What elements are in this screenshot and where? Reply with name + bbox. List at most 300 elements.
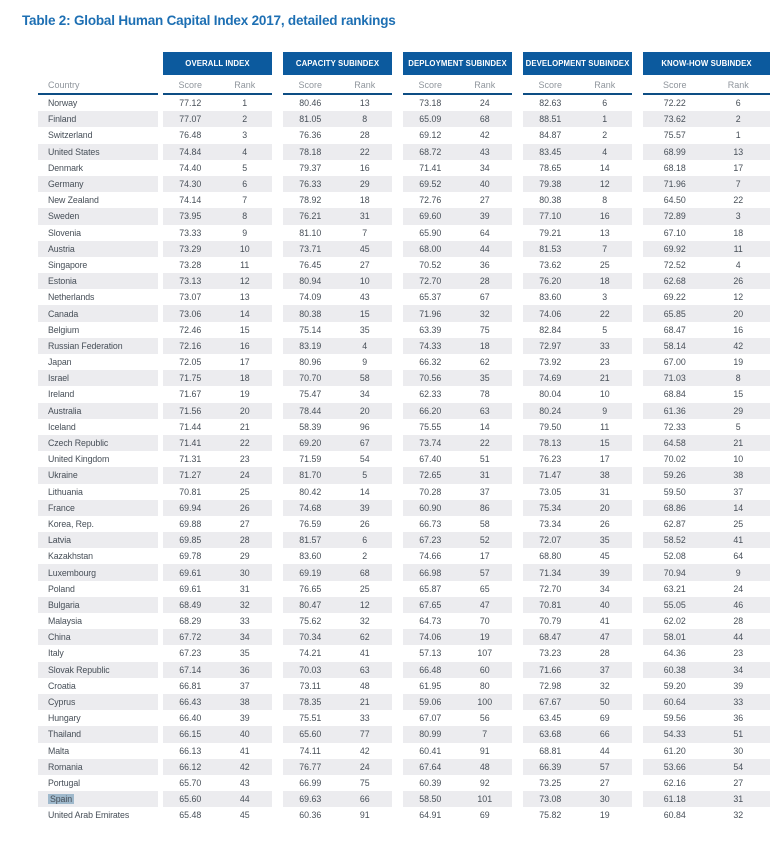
score-rank-cell bbox=[283, 645, 392, 661]
rank-value: 31 bbox=[359, 211, 370, 222]
score-value: 69.88 bbox=[179, 518, 202, 529]
score-rank-cell bbox=[163, 775, 272, 791]
score-rank-cell bbox=[523, 289, 632, 305]
score-rank-cell bbox=[163, 144, 272, 160]
score-value: 69.78 bbox=[179, 551, 202, 562]
country-label: Russian Federation bbox=[48, 340, 123, 351]
score-value: 70.81 bbox=[179, 486, 202, 497]
score-rank-cell bbox=[283, 338, 392, 354]
score-rank-cell bbox=[403, 192, 512, 208]
rank-value: 43 bbox=[479, 146, 490, 157]
rank-value: 52 bbox=[479, 535, 490, 546]
score-rank-cell bbox=[523, 597, 632, 613]
rank-value: 41 bbox=[733, 535, 744, 546]
table-row bbox=[38, 160, 770, 176]
country-cell bbox=[38, 338, 158, 354]
rank-value: 14 bbox=[479, 421, 490, 432]
score-rank-cell bbox=[163, 662, 272, 678]
score-rank-cell bbox=[163, 597, 272, 613]
score-value: 88.51 bbox=[539, 114, 562, 125]
rank-value: 39 bbox=[239, 713, 250, 724]
score-rank-cell bbox=[403, 241, 512, 257]
rank-value: 44 bbox=[599, 745, 610, 756]
score-rank-cell bbox=[283, 370, 392, 386]
score-value: 82.63 bbox=[539, 98, 562, 109]
score-rank-cell bbox=[283, 322, 392, 338]
rank-value: 13 bbox=[599, 227, 610, 238]
rank-value: 22 bbox=[733, 195, 744, 206]
score-value: 53.66 bbox=[663, 761, 686, 772]
score-column-header: Score bbox=[418, 79, 442, 90]
score-rank-cell bbox=[163, 241, 272, 257]
rank-value: 23 bbox=[599, 357, 610, 368]
score-rank-cell bbox=[643, 484, 770, 500]
rank-value: 6 bbox=[362, 535, 368, 546]
rank-value: 14 bbox=[359, 486, 370, 497]
rank-value: 30 bbox=[239, 567, 250, 578]
table-row bbox=[38, 791, 770, 807]
rank-value: 6 bbox=[242, 179, 248, 190]
rank-value: 31 bbox=[239, 583, 250, 594]
score-value: 62.33 bbox=[419, 389, 442, 400]
rank-value: 9 bbox=[602, 405, 608, 416]
score-rank-cell bbox=[163, 532, 272, 548]
score-value: 73.34 bbox=[539, 518, 562, 529]
rank-value: 24 bbox=[359, 761, 370, 772]
score-value: 73.62 bbox=[663, 114, 686, 125]
rank-value: 35 bbox=[359, 324, 370, 335]
score-value: 73.71 bbox=[299, 243, 322, 254]
score-rank-cell bbox=[523, 678, 632, 694]
rank-value: 18 bbox=[479, 340, 490, 351]
country-cell bbox=[38, 451, 158, 467]
score-value: 76.33 bbox=[299, 179, 322, 190]
score-rank-cell bbox=[523, 807, 632, 823]
score-rank-cell bbox=[163, 435, 272, 451]
rank-value: 44 bbox=[239, 794, 250, 805]
score-rank-cell bbox=[283, 629, 392, 645]
score-value: 69.61 bbox=[179, 567, 202, 578]
rank-value: 16 bbox=[599, 211, 610, 222]
score-value: 58.50 bbox=[419, 794, 442, 805]
score-value: 71.67 bbox=[179, 389, 202, 400]
table-row bbox=[38, 807, 770, 823]
score-rank-cell bbox=[643, 386, 770, 402]
table-row bbox=[38, 467, 770, 483]
rank-value: 6 bbox=[602, 98, 608, 109]
score-rank-cell bbox=[403, 629, 512, 645]
score-value: 73.62 bbox=[539, 259, 562, 270]
score-value: 74.84 bbox=[179, 146, 202, 157]
score-value: 67.67 bbox=[539, 697, 562, 708]
score-value: 77.12 bbox=[179, 98, 202, 109]
score-value: 69.60 bbox=[419, 211, 442, 222]
table-row bbox=[38, 532, 770, 548]
rank-value: 10 bbox=[359, 276, 370, 287]
score-value: 66.39 bbox=[539, 761, 562, 772]
score-rank-cell bbox=[523, 241, 632, 257]
score-rank-cell bbox=[283, 354, 392, 370]
score-rank-cell bbox=[403, 500, 512, 516]
rank-value: 42 bbox=[733, 340, 744, 351]
table-row bbox=[38, 435, 770, 451]
score-value: 78.35 bbox=[299, 697, 322, 708]
score-value: 71.56 bbox=[179, 405, 202, 416]
score-rank-cell bbox=[403, 775, 512, 791]
country-cell bbox=[38, 273, 158, 289]
score-value: 66.40 bbox=[179, 713, 202, 724]
country-cell bbox=[38, 662, 158, 678]
table-row bbox=[38, 370, 770, 386]
table-row bbox=[38, 775, 770, 791]
score-rank-cell bbox=[643, 581, 770, 597]
country-cell bbox=[38, 192, 158, 208]
score-rank-cell bbox=[283, 532, 392, 548]
score-value: 69.12 bbox=[419, 130, 442, 141]
score-rank-cell bbox=[523, 322, 632, 338]
table-row bbox=[38, 759, 770, 775]
rank-value: 25 bbox=[239, 486, 250, 497]
country-cell bbox=[38, 208, 158, 224]
score-rank-cell bbox=[643, 208, 770, 224]
score-value: 68.47 bbox=[539, 632, 562, 643]
score-value: 73.29 bbox=[179, 243, 202, 254]
score-value: 70.81 bbox=[539, 599, 562, 610]
score-rank-cell bbox=[523, 144, 632, 160]
score-rank-cell bbox=[643, 613, 770, 629]
rank-value: 3 bbox=[242, 130, 248, 141]
score-value: 80.47 bbox=[299, 599, 322, 610]
score-rank-header-cell bbox=[403, 76, 512, 95]
score-value: 60.38 bbox=[663, 664, 686, 675]
score-value: 65.48 bbox=[179, 810, 202, 821]
rank-value: 46 bbox=[733, 599, 744, 610]
country-cell bbox=[38, 516, 158, 532]
rank-value: 22 bbox=[359, 146, 370, 157]
score-value: 68.00 bbox=[419, 243, 442, 254]
score-value: 69.92 bbox=[663, 243, 686, 254]
rank-value: 28 bbox=[733, 616, 744, 627]
score-rank-cell bbox=[163, 484, 272, 500]
rank-value: 63 bbox=[359, 664, 370, 675]
score-rank-cell bbox=[643, 807, 770, 823]
rank-value: 12 bbox=[239, 276, 250, 287]
rank-value: 26 bbox=[599, 518, 610, 529]
rank-value: 10 bbox=[599, 389, 610, 400]
score-column-header: Score bbox=[178, 79, 202, 90]
score-value: 54.33 bbox=[663, 729, 686, 740]
rank-value: 2 bbox=[735, 114, 741, 125]
country-label: Slovak Republic bbox=[48, 664, 110, 675]
score-rank-cell bbox=[163, 500, 272, 516]
score-value: 66.81 bbox=[179, 680, 202, 691]
score-rank-cell bbox=[163, 322, 272, 338]
rank-value: 5 bbox=[735, 421, 741, 432]
rank-value: 14 bbox=[733, 502, 744, 513]
rank-value: 28 bbox=[239, 535, 250, 546]
rank-value: 33 bbox=[599, 340, 610, 351]
country-label: Malaysia bbox=[48, 616, 82, 627]
score-rank-cell bbox=[643, 225, 770, 241]
rank-value: 44 bbox=[479, 243, 490, 254]
score-rank-cell bbox=[643, 95, 770, 111]
rank-value: 57 bbox=[599, 761, 610, 772]
score-value: 76.48 bbox=[179, 130, 202, 141]
score-value: 61.36 bbox=[663, 405, 686, 416]
country-cell bbox=[38, 532, 158, 548]
score-value: 64.36 bbox=[663, 648, 686, 659]
score-rank-cell bbox=[523, 273, 632, 289]
score-rank-cell bbox=[403, 694, 512, 710]
rank-value: 27 bbox=[479, 195, 490, 206]
country-cell bbox=[38, 613, 158, 629]
rank-value: 1 bbox=[602, 114, 608, 125]
score-rank-cell bbox=[643, 532, 770, 548]
score-value: 73.74 bbox=[419, 438, 442, 449]
score-value: 65.90 bbox=[419, 227, 442, 238]
table-row bbox=[38, 241, 770, 257]
column-group-header: DEPLOYMENT SUBINDEX bbox=[403, 52, 512, 75]
country-label: Ukraine bbox=[48, 470, 78, 481]
rank-value: 5 bbox=[602, 324, 608, 335]
score-rank-cell bbox=[523, 370, 632, 386]
rank-value: 39 bbox=[733, 680, 744, 691]
score-rank-cell bbox=[283, 775, 392, 791]
score-value: 68.81 bbox=[539, 745, 562, 756]
rank-value: 13 bbox=[239, 292, 250, 303]
country-cell bbox=[38, 435, 158, 451]
rank-value: 39 bbox=[359, 502, 370, 513]
country-label: Czech Republic bbox=[48, 438, 109, 449]
rank-value: 17 bbox=[239, 357, 250, 368]
rank-value: 57 bbox=[479, 567, 490, 578]
score-rank-cell bbox=[283, 111, 392, 127]
score-rank-cell bbox=[643, 289, 770, 305]
rank-value: 62 bbox=[479, 357, 490, 368]
score-rank-cell bbox=[163, 192, 272, 208]
rank-value: 42 bbox=[479, 130, 490, 141]
score-value: 71.96 bbox=[663, 179, 686, 190]
score-value: 69.63 bbox=[299, 794, 322, 805]
table-row bbox=[38, 208, 770, 224]
score-rank-cell bbox=[163, 743, 272, 759]
rank-value: 107 bbox=[477, 648, 493, 659]
score-rank-cell bbox=[403, 743, 512, 759]
score-value: 66.98 bbox=[419, 567, 442, 578]
score-rank-cell bbox=[163, 95, 272, 111]
column-group-header: OVERALL INDEX bbox=[163, 52, 272, 75]
score-value: 61.18 bbox=[663, 794, 686, 805]
score-value: 61.20 bbox=[663, 745, 686, 756]
country-label: Luxembourg bbox=[48, 567, 96, 578]
score-value: 64.58 bbox=[663, 438, 686, 449]
score-rank-cell bbox=[283, 305, 392, 321]
rank-value: 14 bbox=[599, 162, 610, 173]
score-value: 82.84 bbox=[539, 324, 562, 335]
score-rank-cell bbox=[283, 127, 392, 143]
score-rank-cell bbox=[283, 225, 392, 241]
rank-column-header: Rank bbox=[727, 79, 749, 90]
country-label: China bbox=[48, 632, 71, 643]
score-rank-cell bbox=[643, 176, 770, 192]
score-value: 75.55 bbox=[419, 421, 442, 432]
rank-value: 24 bbox=[733, 583, 744, 594]
score-rank-cell bbox=[643, 111, 770, 127]
score-value: 67.23 bbox=[179, 648, 202, 659]
rank-value: 51 bbox=[479, 454, 490, 465]
score-column-header: Score bbox=[298, 79, 322, 90]
score-rank-cell bbox=[283, 613, 392, 629]
rank-value: 32 bbox=[599, 680, 610, 691]
score-rank-cell bbox=[523, 743, 632, 759]
rank-value: 15 bbox=[239, 324, 250, 335]
country-cell bbox=[38, 807, 158, 823]
country-label: Finland bbox=[48, 114, 77, 125]
rank-value: 27 bbox=[239, 518, 250, 529]
table-row bbox=[38, 662, 770, 678]
score-rank-cell bbox=[403, 484, 512, 500]
score-value: 75.14 bbox=[299, 324, 322, 335]
score-rank-cell bbox=[283, 176, 392, 192]
score-value: 62.16 bbox=[663, 777, 686, 788]
score-value: 71.75 bbox=[179, 373, 202, 384]
table-row bbox=[38, 694, 770, 710]
group-header-row bbox=[38, 52, 770, 75]
score-rank-cell bbox=[163, 176, 272, 192]
highlighted-country-label: Spain bbox=[50, 794, 72, 805]
rank-value: 45 bbox=[359, 243, 370, 254]
score-rank-cell bbox=[523, 127, 632, 143]
country-cell bbox=[38, 176, 158, 192]
score-value: 67.14 bbox=[179, 664, 202, 675]
table-row bbox=[38, 451, 770, 467]
group-header-spacer bbox=[38, 52, 163, 75]
rank-value: 3 bbox=[735, 211, 741, 222]
table-row bbox=[38, 548, 770, 564]
score-rank-cell bbox=[163, 467, 272, 483]
country-label: Korea, Rep. bbox=[48, 518, 94, 529]
score-rank-cell bbox=[163, 305, 272, 321]
score-rank-cell bbox=[403, 176, 512, 192]
country-label: Hungary bbox=[48, 713, 81, 724]
rank-value: 20 bbox=[599, 502, 610, 513]
score-rank-cell bbox=[163, 257, 272, 273]
rank-value: 8 bbox=[602, 195, 608, 206]
score-value: 66.20 bbox=[419, 405, 442, 416]
score-rank-cell bbox=[283, 791, 392, 807]
score-value: 76.65 bbox=[299, 583, 322, 594]
score-value: 55.05 bbox=[663, 599, 686, 610]
score-rank-cell bbox=[523, 225, 632, 241]
score-value: 73.28 bbox=[179, 259, 202, 270]
rank-value: 62 bbox=[359, 632, 370, 643]
score-rank-cell bbox=[163, 613, 272, 629]
score-rank-cell bbox=[643, 144, 770, 160]
rank-value: 41 bbox=[239, 745, 250, 756]
score-value: 59.06 bbox=[419, 697, 442, 708]
score-rank-cell bbox=[523, 532, 632, 548]
score-rank-cell bbox=[403, 645, 512, 661]
score-rank-cell bbox=[523, 95, 632, 111]
score-value: 81.05 bbox=[299, 114, 322, 125]
rank-value: 19 bbox=[733, 357, 744, 368]
score-rank-cell bbox=[163, 694, 272, 710]
score-rank-cell bbox=[643, 451, 770, 467]
rank-value: 7 bbox=[362, 227, 368, 238]
score-value: 70.52 bbox=[419, 259, 442, 270]
table-row bbox=[38, 597, 770, 613]
rank-value: 22 bbox=[239, 438, 250, 449]
score-value: 74.06 bbox=[539, 308, 562, 319]
score-value: 71.03 bbox=[663, 373, 686, 384]
rank-value: 24 bbox=[239, 470, 250, 481]
score-rank-cell bbox=[163, 726, 272, 742]
table-row bbox=[38, 678, 770, 694]
rank-value: 100 bbox=[477, 697, 493, 708]
score-rank-cell bbox=[283, 759, 392, 775]
score-value: 83.60 bbox=[539, 292, 562, 303]
score-rank-cell bbox=[643, 645, 770, 661]
score-value: 78.92 bbox=[299, 195, 322, 206]
score-rank-cell bbox=[523, 759, 632, 775]
country-cell bbox=[38, 726, 158, 742]
score-rank-cell bbox=[643, 710, 770, 726]
column-header-row bbox=[38, 76, 770, 95]
score-value: 60.64 bbox=[663, 697, 686, 708]
rank-value: 37 bbox=[239, 680, 250, 691]
rank-value: 91 bbox=[359, 810, 370, 821]
score-column-header: Score bbox=[538, 79, 562, 90]
country-label: New Zealand bbox=[48, 195, 99, 206]
score-rank-cell bbox=[643, 403, 770, 419]
country-cell bbox=[38, 597, 158, 613]
rank-value: 14 bbox=[239, 308, 250, 319]
rankings-table bbox=[38, 52, 770, 823]
score-rank-cell bbox=[163, 791, 272, 807]
rank-value: 8 bbox=[362, 114, 368, 125]
score-value: 76.59 bbox=[299, 518, 322, 529]
country-cell bbox=[38, 484, 158, 500]
country-cell bbox=[38, 289, 158, 305]
country-label: Lithuania bbox=[48, 486, 83, 497]
score-value: 65.60 bbox=[299, 729, 322, 740]
rank-value: 41 bbox=[359, 648, 370, 659]
country-cell bbox=[38, 743, 158, 759]
score-value: 68.29 bbox=[179, 616, 202, 627]
country-cell bbox=[38, 144, 158, 160]
score-rank-cell bbox=[403, 726, 512, 742]
score-value: 84.87 bbox=[539, 130, 562, 141]
table-row bbox=[38, 645, 770, 661]
rank-value: 38 bbox=[733, 470, 744, 481]
rank-value: 18 bbox=[359, 195, 370, 206]
score-rank-cell bbox=[523, 613, 632, 629]
rank-value: 69 bbox=[479, 810, 490, 821]
score-value: 59.50 bbox=[663, 486, 686, 497]
score-rank-header-cell bbox=[283, 76, 392, 95]
score-rank-cell bbox=[403, 791, 512, 807]
score-rank-cell bbox=[403, 370, 512, 386]
score-rank-cell bbox=[163, 354, 272, 370]
score-value: 73.08 bbox=[539, 794, 562, 805]
score-rank-cell bbox=[283, 597, 392, 613]
score-value: 75.47 bbox=[299, 389, 322, 400]
score-value: 73.25 bbox=[539, 777, 562, 788]
score-rank-cell bbox=[523, 548, 632, 564]
score-value: 65.70 bbox=[179, 777, 202, 788]
score-value: 80.94 bbox=[299, 276, 322, 287]
rank-value: 64 bbox=[733, 551, 744, 562]
